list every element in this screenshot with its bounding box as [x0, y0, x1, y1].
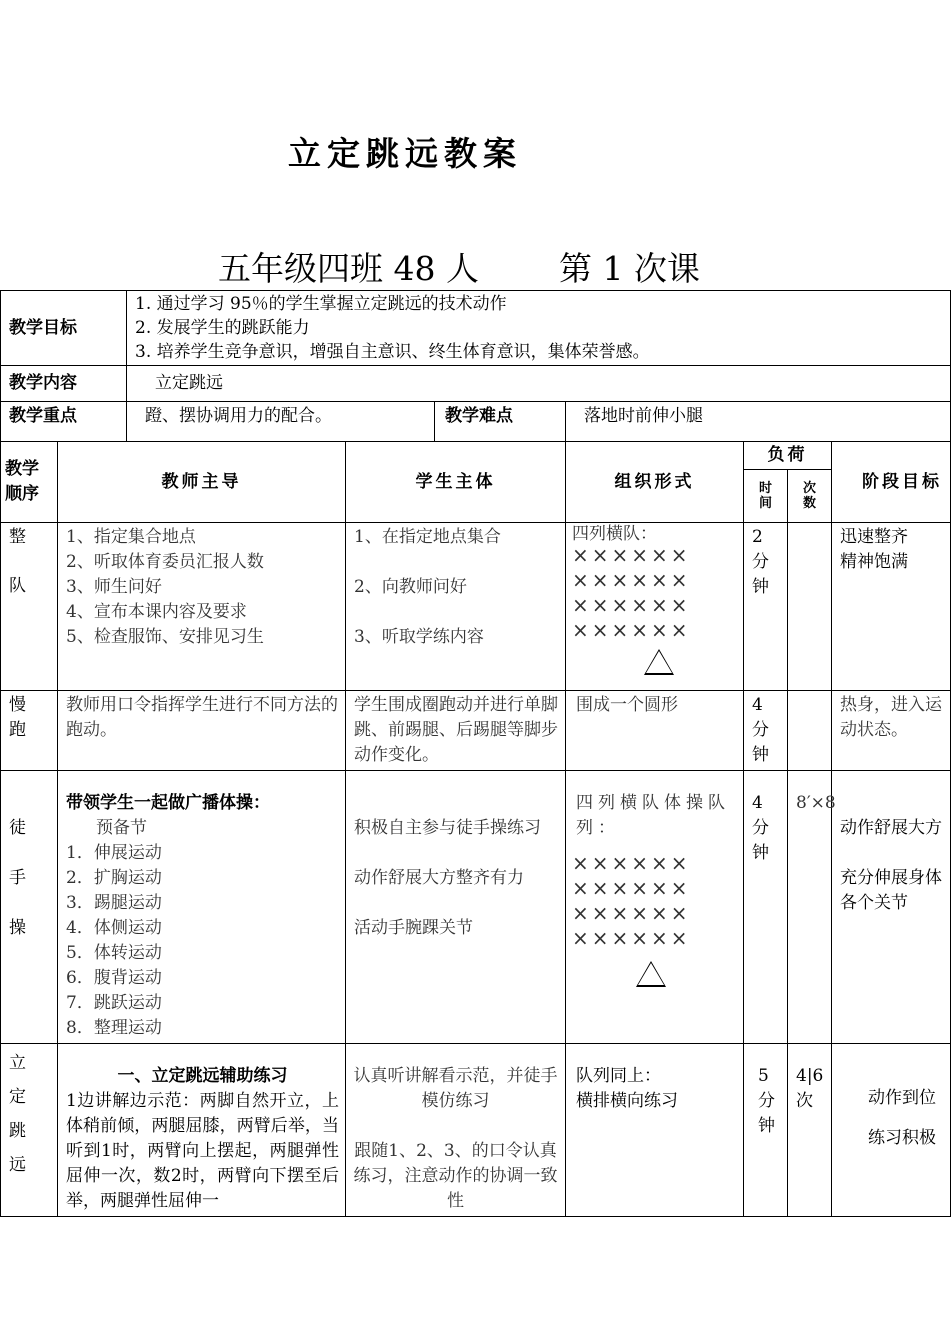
- stage-order: [1, 771, 58, 1044]
- count-cell: [788, 771, 836, 1044]
- header-order: [1, 442, 58, 523]
- teacher-step: 4、宣布本课内容及要求: [66, 602, 247, 622]
- stage-row-calisthenics: [1, 771, 951, 1044]
- goals-cell: [127, 291, 951, 366]
- formation-note: 横排横向练习: [576, 1091, 678, 1111]
- organization-cell: [566, 1044, 744, 1217]
- formation-row: ××××××: [572, 851, 691, 875]
- teacher-step: 3、师生问好: [66, 577, 162, 597]
- time-value: 2分钟: [752, 527, 769, 597]
- lesson-plan-table: [0, 290, 951, 1217]
- formation-label: 四列横队体操队列：: [576, 793, 730, 838]
- student-step: 2、向教师问好: [354, 577, 467, 597]
- goal-item-3: 3. 培养学生竞争意识，增强自主意识、终生体育意识，集体荣誉感。: [135, 342, 650, 362]
- content-label: 教学内容: [1, 366, 127, 402]
- goal-line: 迅速整齐: [840, 527, 908, 547]
- goal-line: 精神饱满: [840, 552, 908, 572]
- count-value: 8′×8: [796, 793, 836, 813]
- goal-line: 充分伸展身体各个关节: [840, 868, 942, 913]
- exercise-item: 预备节: [96, 818, 147, 838]
- focus-value: 蹬、摆协调用力的配合。: [127, 402, 435, 442]
- formation-row: ××××××: [572, 876, 691, 900]
- goal-item-2: 2. 发展学生的跳跃能力: [135, 318, 310, 338]
- teacher-position-triangle-icon: [644, 649, 674, 675]
- teacher-step: 1、指定集合地点: [66, 527, 196, 547]
- header-time: 时间: [744, 470, 788, 523]
- focus-label: 教学重点: [1, 402, 127, 442]
- difficulty-value: 落地时前伸小腿: [566, 402, 951, 442]
- goals-label: 教学目标: [1, 291, 127, 366]
- time-value: 5分钟: [758, 1066, 775, 1136]
- goals-row: [1, 291, 951, 366]
- teacher-instruction: 1边讲解边示范：两脚自然开立，上体稍前倾，两腿屈膝，两臂后举，当听到1时，两臂向上摆起，两腿弹性屈伸一次，数2时，两臂向下摆至后举，两腿弹性屈伸一: [66, 1091, 339, 1211]
- student-cell: [346, 1044, 566, 1217]
- stage-order-text: 徒手操: [9, 818, 26, 938]
- exercise-item: 8．整理运动: [66, 1018, 162, 1038]
- class-info: 五年级四班 48 人: [218, 249, 479, 288]
- student-step: 活动手腕踝关节: [354, 918, 473, 938]
- student-step: [354, 550, 559, 575]
- time-cell: [744, 771, 788, 1044]
- goal-cell: [832, 1044, 951, 1217]
- exercise-item: 7．跳跃运动: [66, 993, 162, 1013]
- header-load: 负荷: [744, 442, 832, 470]
- teacher-step: 5、检查服饰、安排见习生: [66, 627, 264, 647]
- goal-line: 动作到位: [868, 1088, 936, 1108]
- stage-row-jog: [1, 691, 951, 771]
- formation-row: ××××××: [572, 593, 691, 617]
- student-cell: [346, 771, 566, 1044]
- formation-grid: [572, 851, 737, 951]
- header-organization: 组织形式: [566, 442, 744, 523]
- teacher-position-triangle-icon: [636, 961, 666, 987]
- content-row: [1, 366, 951, 402]
- header-count: 次数: [788, 470, 832, 523]
- teacher-cell: [58, 1044, 346, 1217]
- difficulty-label: 教学难点: [435, 402, 566, 442]
- goal-cell: [832, 523, 951, 691]
- stage-order-text: 慢跑: [9, 695, 26, 740]
- page-title: 立定跳远教案: [288, 134, 522, 173]
- time-value: 4分钟: [752, 695, 769, 765]
- stage-order-text: 立定跳远: [9, 1053, 26, 1175]
- teacher-title: 一、立定跳远辅助练习: [117, 1066, 288, 1086]
- student-step: 积极自主参与徒手操练习: [354, 818, 541, 838]
- exercise-item: 4．体侧运动: [66, 918, 162, 938]
- header-goal: 阶段目标: [832, 442, 951, 523]
- formation-row: ××××××: [572, 926, 691, 950]
- formation-label: 队列同上：: [576, 1066, 661, 1086]
- count-cell: [788, 691, 832, 771]
- header-order-text: 教学顺序: [5, 459, 39, 504]
- student-step: 动作舒展大方整齐有力: [354, 868, 524, 888]
- goal-line: 练习积极: [868, 1128, 936, 1148]
- count-value: 4|6次: [796, 1066, 824, 1111]
- formation-row: ××××××: [572, 618, 691, 642]
- stage-order: [1, 691, 58, 771]
- student-cell: [346, 523, 566, 691]
- exercise-item: 5．体转运动: [66, 943, 162, 963]
- exercise-item: 6．腹背运动: [66, 968, 162, 988]
- goal-item-1: 1. 通过学习 95％的学生掌握立定跳远的技术动作: [135, 294, 507, 314]
- count-cell: [788, 1044, 832, 1217]
- teacher-title: 带领学生一起做广播体操：: [66, 793, 270, 813]
- time-cell: [744, 523, 788, 691]
- header-student: 学生主体: [346, 442, 566, 523]
- student-step: 跟随1、2、3、的口令认真练习，注意动作的协调一致性: [353, 1141, 558, 1211]
- header-teacher: 教师主导: [58, 442, 346, 523]
- student-cell: 学生围成圈跑动并进行单脚跳、前踢腿、后踢腿等脚步动作变化。: [346, 691, 566, 771]
- student-step: [354, 600, 559, 625]
- student-step: 1、在指定地点集合: [354, 527, 501, 547]
- student-step: 认真听讲解看示范，并徒手模仿练习: [353, 1066, 558, 1111]
- formation-row: ××××××: [572, 568, 691, 592]
- teacher-cell: [58, 523, 346, 691]
- class-info-line: [218, 243, 700, 290]
- formation-row: ××××××: [572, 901, 691, 925]
- count-cell: [788, 523, 832, 691]
- organization-cell: [566, 523, 744, 691]
- goal-cell: 热身，进入运动状态。: [832, 691, 951, 771]
- stage-row-lineup: [1, 523, 951, 691]
- teacher-cell: 教师用口令指挥学生进行不同方法的跑动。: [58, 691, 346, 771]
- focus-row: [1, 402, 951, 442]
- teacher-cell: [58, 771, 346, 1044]
- goal-line: 动作舒展大方: [840, 818, 942, 838]
- formation-label: 四列横队：: [572, 524, 657, 544]
- time-cell: [744, 691, 788, 771]
- stage-row-long-jump: [1, 1044, 951, 1217]
- exercise-item: 3．踢腿运动: [66, 893, 162, 913]
- content-value: 立定跳远: [127, 366, 951, 402]
- stage-order: [1, 523, 58, 691]
- exercise-item: 2．扩胸运动: [66, 868, 162, 888]
- stage-order-text: 整队: [9, 527, 26, 596]
- organization-cell: [566, 771, 744, 1044]
- goal-cell: [832, 771, 951, 1044]
- header-row: [1, 442, 951, 470]
- organization-cell: 围成一个圆形: [566, 691, 744, 771]
- lesson-number: 第 1 次课: [558, 249, 700, 288]
- formation-grid: [572, 543, 737, 643]
- exercise-item: 1．伸展运动: [66, 843, 162, 863]
- formation-row: ××××××: [572, 543, 691, 567]
- time-value: 4分钟: [752, 793, 769, 863]
- time-cell: [744, 1044, 788, 1217]
- teacher-step: 2、听取体育委员汇报人数: [66, 552, 264, 572]
- stage-order: [1, 1044, 58, 1217]
- student-step: 3、听取学练内容: [354, 627, 484, 647]
